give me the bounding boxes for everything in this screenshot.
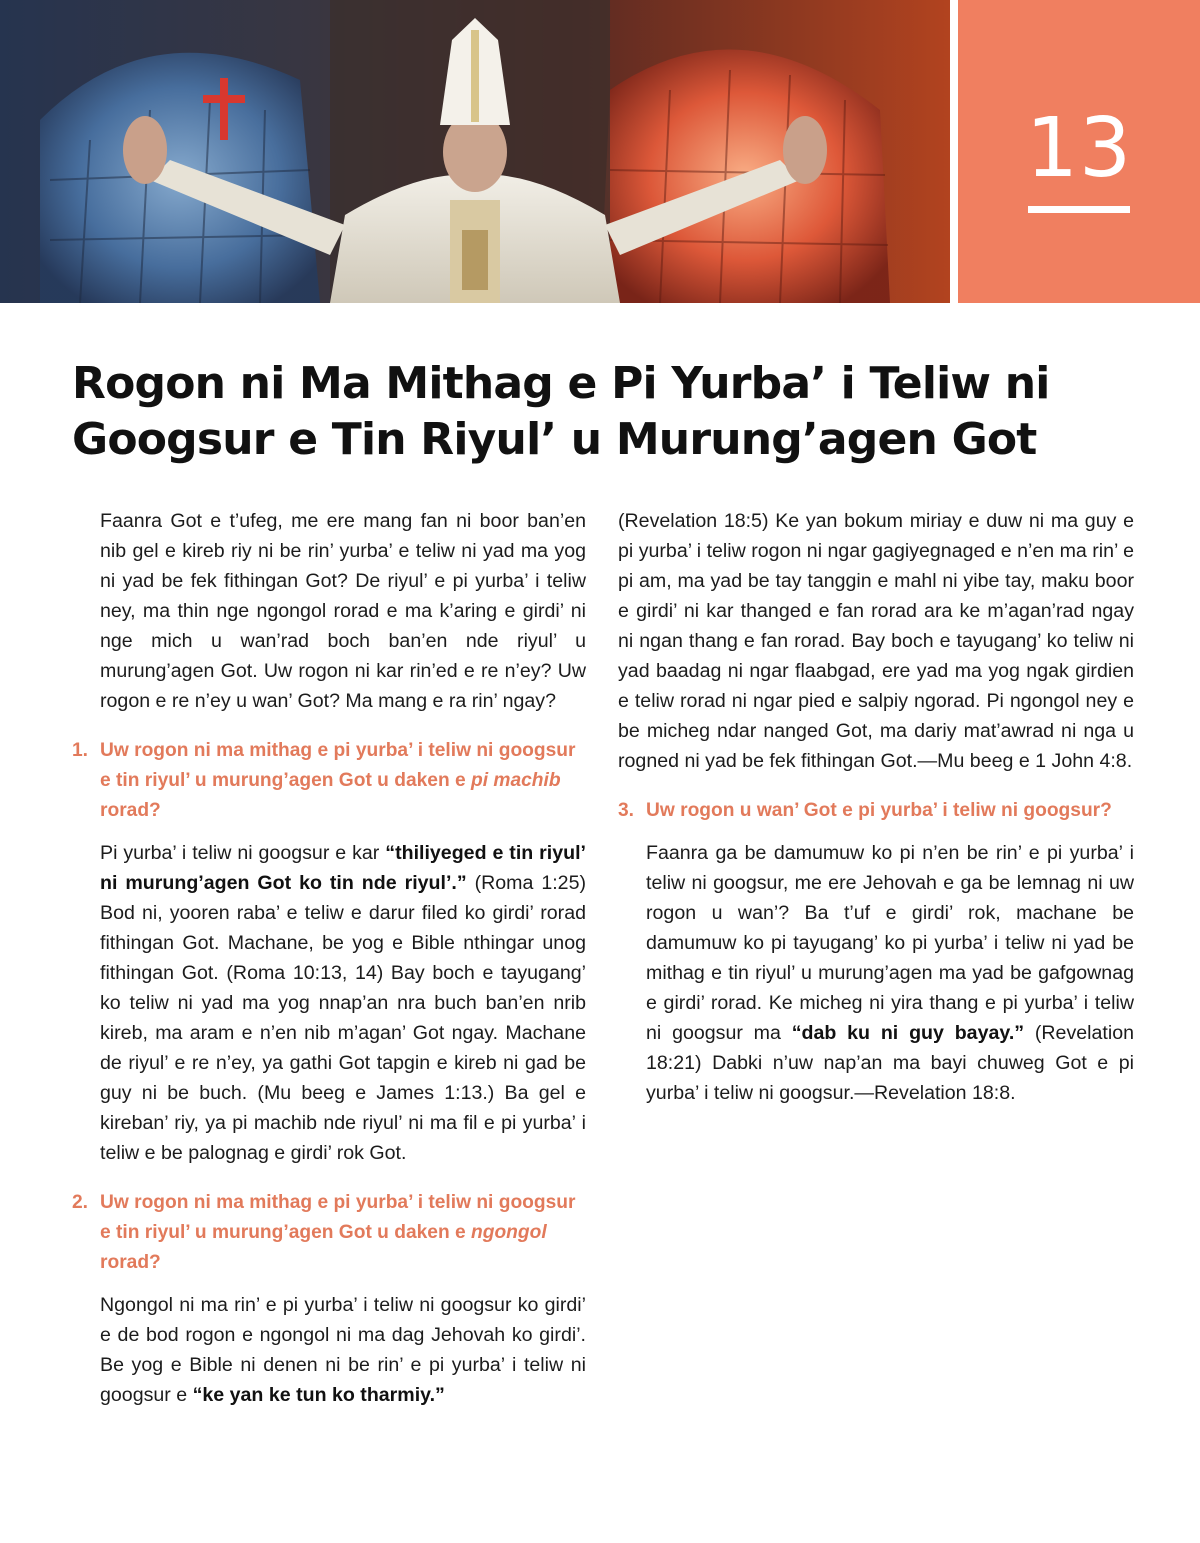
priest-cathedral-illustration [0,0,950,303]
question-number: 2. [72,1192,89,1213]
left-column [72,506,586,1410]
right-column [618,506,1134,1108]
answer-2-part-1: Ngongol ni ma rin’ e pi yurba’ i teliw ni googsur ko girdi’ e de bod rogon e ngongol ni ma dag Jehovah ko girdi’. Be yog e Bible ni denen ni be rin’ e pi yurba’ i teliw ni googsur e “ke yan ke tun ko tharmiy.” [100,1294,586,1406]
question-1 [72,736,586,826]
answer-highlight: “thiliyeged e tin riyul’ ni murung’agen Got ko tin nde riyul’.” [100,842,586,894]
answer-1: Pi yurba’ i teliw ni googsur e kar “thiliyeged e tin riyul’ ni murung’agen Got ko tin nde riyul’.” (Roma 1:25) Bod ni, yooren raba’ e teliw e darur filed ko girdi’ rorad fithingan Got. Machane, be yog e Bible nthingar unog fithingan Got. (Roma 10:13, 14) Bay boch e tayugang’ ko teliw ni yad ma yog nnap’an nra buch ban’en nrib kireb, ma aram e n’en nib m’agan’ Got ngay. Machane de riyul’ e re n’ey, ya gathi Got tapgin e kireb ni gad be guy ni be buch. (Mu beeg e James 1:13.) Ba gel e kireban’ riy, ya pi machib nde riyul’ ni ma fil e pi yurba’ i teliw e be palognag e girdi’ rok Got. [100,842,587,1164]
answer-highlight: “ke yan ke tun ko tharmiy.” [192,1384,445,1406]
question-3 [618,796,1134,826]
question-2 [72,1188,586,1278]
lesson-underline [1028,206,1130,213]
question-number: 3. [618,800,635,821]
lesson-number-block [958,0,1200,303]
answer-2-part-2: (Revelation 18:5) Ke yan bokum miriay e duw ni ma guy e pi yurba’ i teliw rogon ni ngar gagiyegnaged e n’en ma rin’ e pi am, ma yad be tay tanggin e mahl ni yibe tay, maku boor e girdi’ ni kar thanged e fan rorad ara ke m’agan’rad ngay ni ngan thang e fan rorad. Bay boch e tayugang’ ko teliw ni yad baadag ni ngar flaabgad, ere yad ma yog ngak girdien e teliw rorad ni ngar pied e salpiy ngorad. Pi ngongol ney e be micheg ndar nanged Got, ma dariy mat’awrad ni nga u rogned ni yad be fek fithingan Got.—Mu beeg e 1 John 4:8. [618,510,1134,772]
question-number: 1. [72,740,89,761]
question-emphasis: ngongol [471,1222,547,1243]
question-text: Uw rogon u wan’ Got e pi yurba’ i teliw ni googsur? [646,800,1112,821]
answer-highlight: “dab ku ni guy bayay.” [791,1022,1025,1044]
hero-photo [0,0,950,303]
page-title: Rogon ni Ma Mithag e Pi Yurba’ i Teliw ni Googsur e Tin Riyul’ u Murung’agen Got [72,358,1050,465]
question-text: Uw rogon ni ma mithag e pi yurba’ i teliw ni googsur e tin riyul’ u murung’agen Got u daken e ngongol rorad? [100,1192,576,1273]
question-text: Uw rogon ni ma mithag e pi yurba’ i teliw ni googsur e tin riyul’ u murung’agen Got u daken e pi machib rorad? [100,740,576,821]
answer-3: Faanra ga be damumuw ko pi n’en be rin’ e pi yurba’ i teliw ni googsur, me ere Jehovah e ga be lemnag ni uw rogon u wan’? Ba t’uf e girdi’ rok, machane be damumuw ko pi tayugang’ ko pi yurba’ i teliw ni yad be mithag e tin riyul’ u murung’agen ma yad be gafgownag e girdi’ rorad. Ke micheg ni yira thang e pi yurba’ i teliw ni googsur ma “dab ku ni guy bayay.” (Revelation 18:21) Dabki n’uw nap’an ma bayi chuweg Got e pi yurba’ i teliw ni googsur.—Revelation 18:8. [646,842,1134,1104]
lesson-number: 13 [1025,101,1133,196]
intro-paragraph: Faanra Got e t’ufeg, me ere mang fan ni boor ban’en nib gel e kireb riy ni be rin’ yurba’ e teliw ni yad ma yog ni yad be fek fithingan Got? De riyul’ e pi yurba’ i teliw ney, ma thin nge ngongol rorad e ma k’aring e girdi’ ni nge mich u wan’rad boch ban’en nde riyul’ u murung’agen Got. Uw rogon ni kar rin’ed e re n’ey? Uw rogon e re n’ey u wan’ Got? Ma mang e ra rin’ ngay? [100,510,586,712]
question-emphasis: pi machib [471,770,561,791]
